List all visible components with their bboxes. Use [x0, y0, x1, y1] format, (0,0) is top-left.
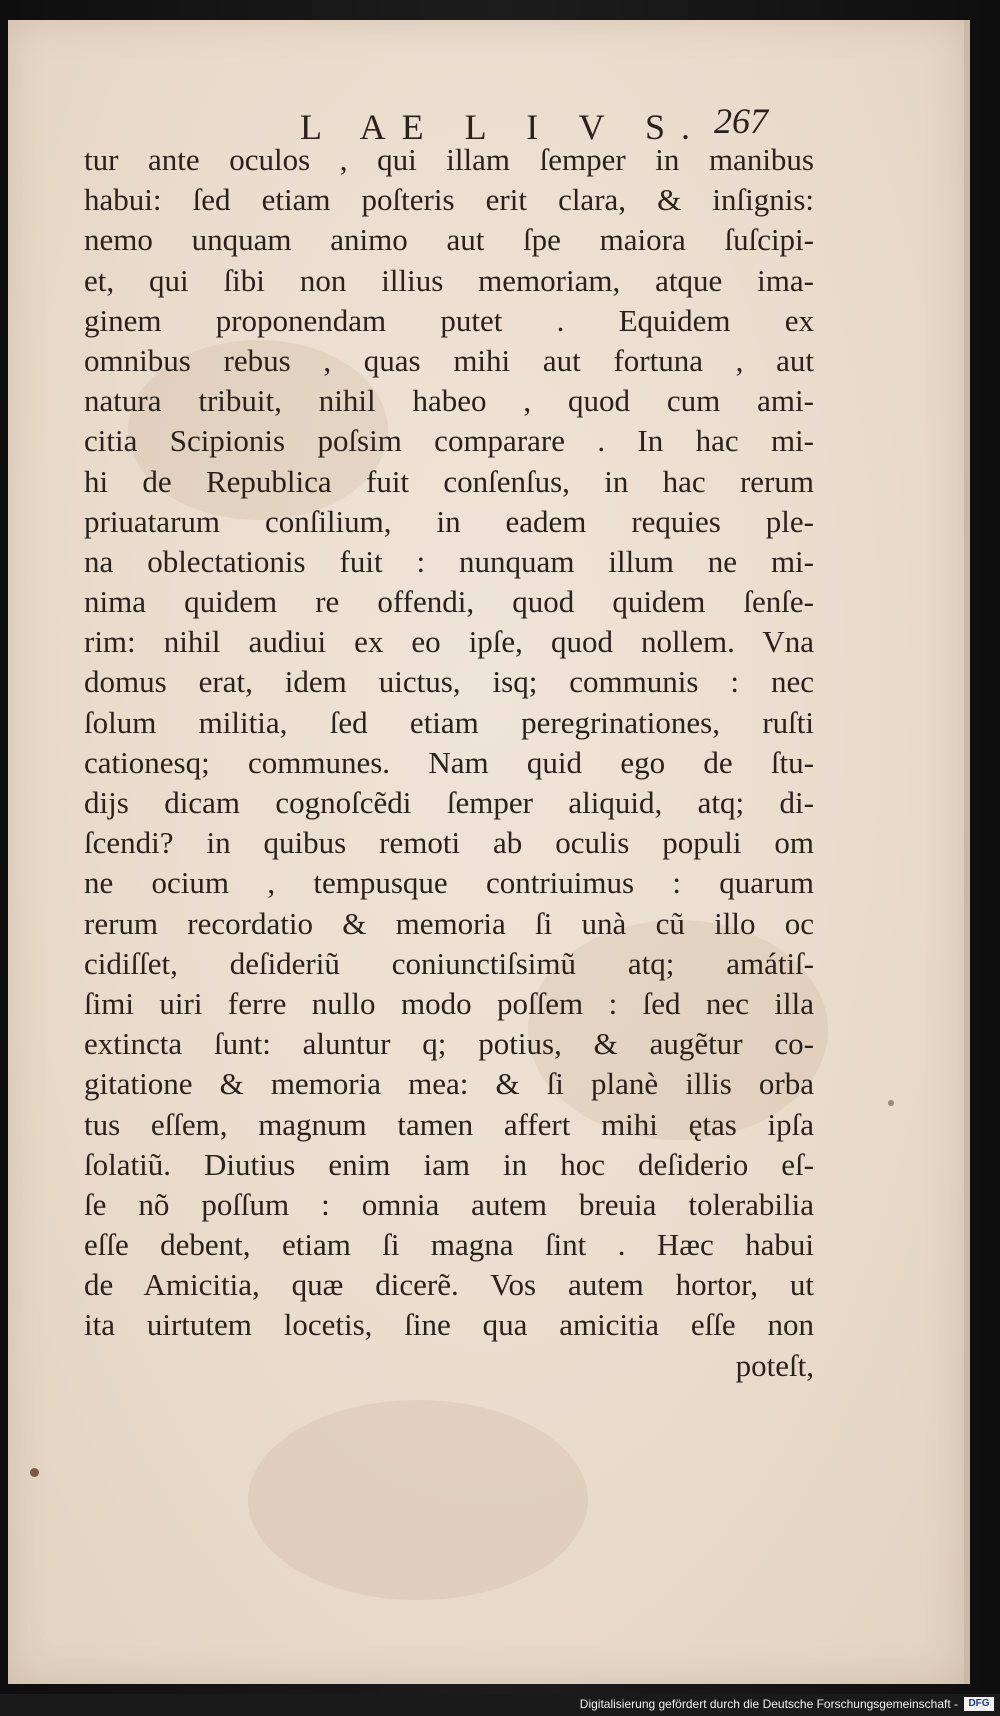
- text-line: dijs dicam cognoſcẽdi ſemper aliquid, atq; di-: [84, 785, 814, 820]
- ink-spot: [888, 1100, 894, 1106]
- paper-stain: [248, 1400, 588, 1600]
- text-line: hi de Republica fuit conſenſus, in hac rerum: [84, 463, 814, 499]
- text-line: citia Scipionis poſsim comparare . In hac mi-: [84, 423, 814, 459]
- text-line: ſolatiũ. Diutius enim iam in hoc deſiderio eſ-: [84, 1146, 814, 1182]
- text-line: ſe nõ poſſum : omnia autem breuia tolerabilia: [84, 1186, 814, 1222]
- text-line: gitatione & memoria mea: & ſi planè illis orba: [84, 1066, 814, 1102]
- text-line: ſcendi? in quibus remoti ab oculis populi om: [84, 825, 814, 861]
- text-line: tus eſſem, magnum tamen affert mihi ętas ipſa: [84, 1106, 814, 1142]
- text-line: eſſe debent, etiam ſi magna ſint . Hæc habui: [84, 1227, 814, 1263]
- text-line: et, qui ſibi non illius memoriam, atque ima-: [84, 262, 814, 298]
- text-line: rerum recordatio & memoria ſi unà cũ illo oc: [84, 905, 814, 941]
- running-head: L AE L I V S.: [300, 107, 707, 147]
- text-line: nemo unquam animo aut ſpe maiora ſuſcipi-: [84, 222, 814, 258]
- text-line: cationesq; communes. Nam quid ego de ſtu-: [84, 744, 814, 780]
- text-line: habui: ſed etiam poſteris erit clara, & inſignis:: [84, 182, 814, 218]
- body-text: [84, 140, 814, 1386]
- text-line: cidiſſet, deſideriũ coniunctiſsimũ atq; amátiſ-: [84, 945, 814, 981]
- dfg-credit-text: Digitalisierung gefördert durch die Deutsche Forschungsgemeinschaft -: [579, 1697, 958, 1711]
- catchword: poteſt,: [735, 1347, 814, 1383]
- text-line: de Amicitia, quæ dicerẽ. Vos autem hortor, ut: [84, 1267, 814, 1303]
- text-line: ne ocium , tempusque contriuimus : quarum: [84, 865, 814, 901]
- ink-spot: [30, 1468, 39, 1477]
- dfg-logo: DFG: [964, 1697, 994, 1711]
- text-line: nima quidem re offendi, quod quidem ſenſe-: [84, 584, 814, 620]
- text-line: extincta ſunt: aluntur q; potius, & augẽtur co-: [84, 1026, 814, 1062]
- text-line: natura tribuit, nihil habeo , quod cum ami-: [84, 383, 814, 419]
- text-line: ſolum militia, ſed etiam peregrinationes, ruſti: [84, 704, 814, 740]
- text-line: tur ante oculos , qui illam ſemper in manibus: [84, 142, 814, 177]
- text-line: priuatarum conſilium, in eadem requies ple-: [84, 503, 814, 539]
- text-line: domus erat, idem uictus, isq; communis : nec: [84, 664, 814, 700]
- text-line: ita uirtutem locetis, ſine qua amicitia eſſe non: [84, 1307, 814, 1343]
- text-line: omnibus rebus , quas mihi aut fortuna , aut: [84, 342, 814, 378]
- text-line: na oblectationis fuit : nunquam illum ne mi-: [84, 543, 814, 579]
- text-line: rim: nihil audiui ex eo ipſe, quod nollem. Vna: [84, 624, 814, 660]
- text-line: ſimi uiri ferre nullo modo poſſem : ſed nec illa: [84, 985, 814, 1021]
- text-line: ginem proponendam putet . Equidem ex: [84, 302, 814, 338]
- page-number: 267: [714, 101, 768, 141]
